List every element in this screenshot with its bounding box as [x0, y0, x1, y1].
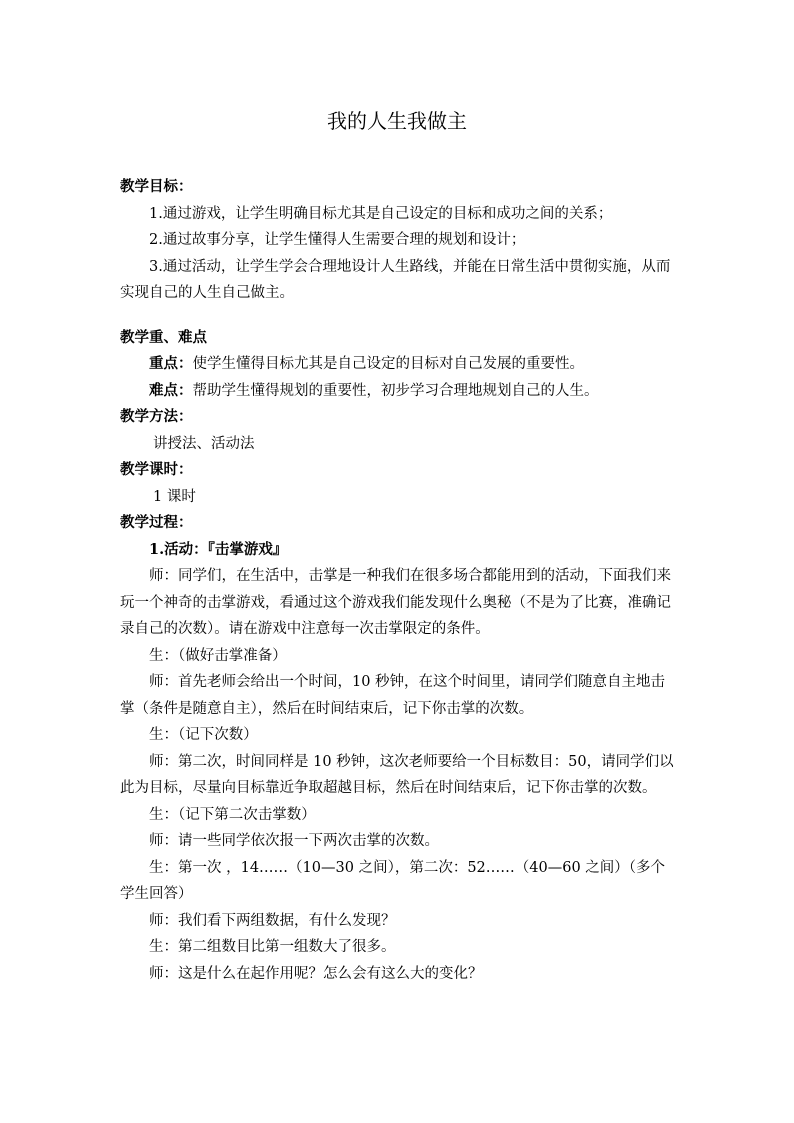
hours-text: 1 课时: [153, 488, 196, 505]
dialogue-line: 师：我们看下两组数据，有什么发现？: [149, 912, 396, 929]
key-focus: [120, 351, 678, 378]
spacer: [120, 307, 678, 325]
dialogue-line: 生：第二组数目比第一组数大了很多。: [149, 939, 396, 955]
key-difficulty-text: 帮助学生懂得规划的重要性，初步学习合理地规划自己的人生。: [192, 382, 599, 399]
dialogue-line: 师：这是什么在起作用呢？怎么会有这么大的变化？: [149, 965, 483, 982]
dialogue-line: 师：请一些同学依次报一下两次击掌的次数。: [149, 833, 439, 849]
objective-item-2: 2.通过故事分享，让学生懂得人生需要合理的规划和设计；: [149, 232, 526, 248]
key-difficulty-label: 难点：: [149, 381, 193, 399]
hours-heading: 教学课时：: [120, 461, 193, 478]
objective-item-1: 1.通过游戏，让学生明确目标尤其是自己设定的目标和成功之间的关系；: [149, 205, 613, 222]
methods-text: 讲授法、活动法: [153, 435, 255, 452]
dialogue-line: 生：（做好击掌准备）: [149, 647, 287, 664]
dialogue-line: 生：（记下第二次击掌数）: [149, 806, 316, 823]
process-heading: 教学过程：: [120, 514, 193, 531]
document-body: [120, 174, 678, 987]
methods-heading: 教学方法：: [120, 408, 193, 425]
dialogue-line: 师：同学们，在生活中，击掌是一种我们在很多场合都能用到的活动，下面我们来玩一个神奇的击掌游戏，看通过这个游戏我们能发现什么奥秘（不是为了比赛，准确记录自己的次数）。请在游戏中注意每一次击掌限定的条件。: [120, 568, 671, 637]
dialogue-line: 生：（记下次数）: [149, 727, 258, 743]
objective-item-3: 3.通过活动，让学生学会合理地设计人生路线，并能在日常生活中贯彻实施，从而实现自己的人生自己做主。: [120, 258, 671, 301]
objectives-heading: 教学目标：: [120, 178, 193, 195]
key-focus-label: 重点：: [149, 355, 193, 372]
activity-title: 1.活动：『击掌游戏』: [149, 540, 288, 558]
dialogue-line: 师：首先老师会给出一个时间，10 秒钟，在这个时间里，请同学们随意自主地击掌（条件是随意自主），然后在时间结束后，记下你击掌的次数。: [120, 674, 666, 717]
document-title: 我的人生我做主: [327, 109, 467, 133]
key-focus-text: 使学生懂得目标尤其是自己设定的目标对自己发展的重要性。: [192, 356, 584, 372]
key-difficulty: [120, 378, 678, 405]
dialogue-line: 师：第二次，时间同样是 10 秒钟，这次老师要给一个目标数目：50，请同学们以此为目标，尽量向目标靠近争取超越目标，然后在时间结束后，记下你击掌的次数。: [120, 753, 674, 796]
key-points-heading: 教学重、难点: [120, 328, 207, 346]
dialogue-line: 生：第一次 ，14……（10—30 之间），第二次：52……（40—60 之间）（多个学生回答）: [120, 859, 666, 902]
